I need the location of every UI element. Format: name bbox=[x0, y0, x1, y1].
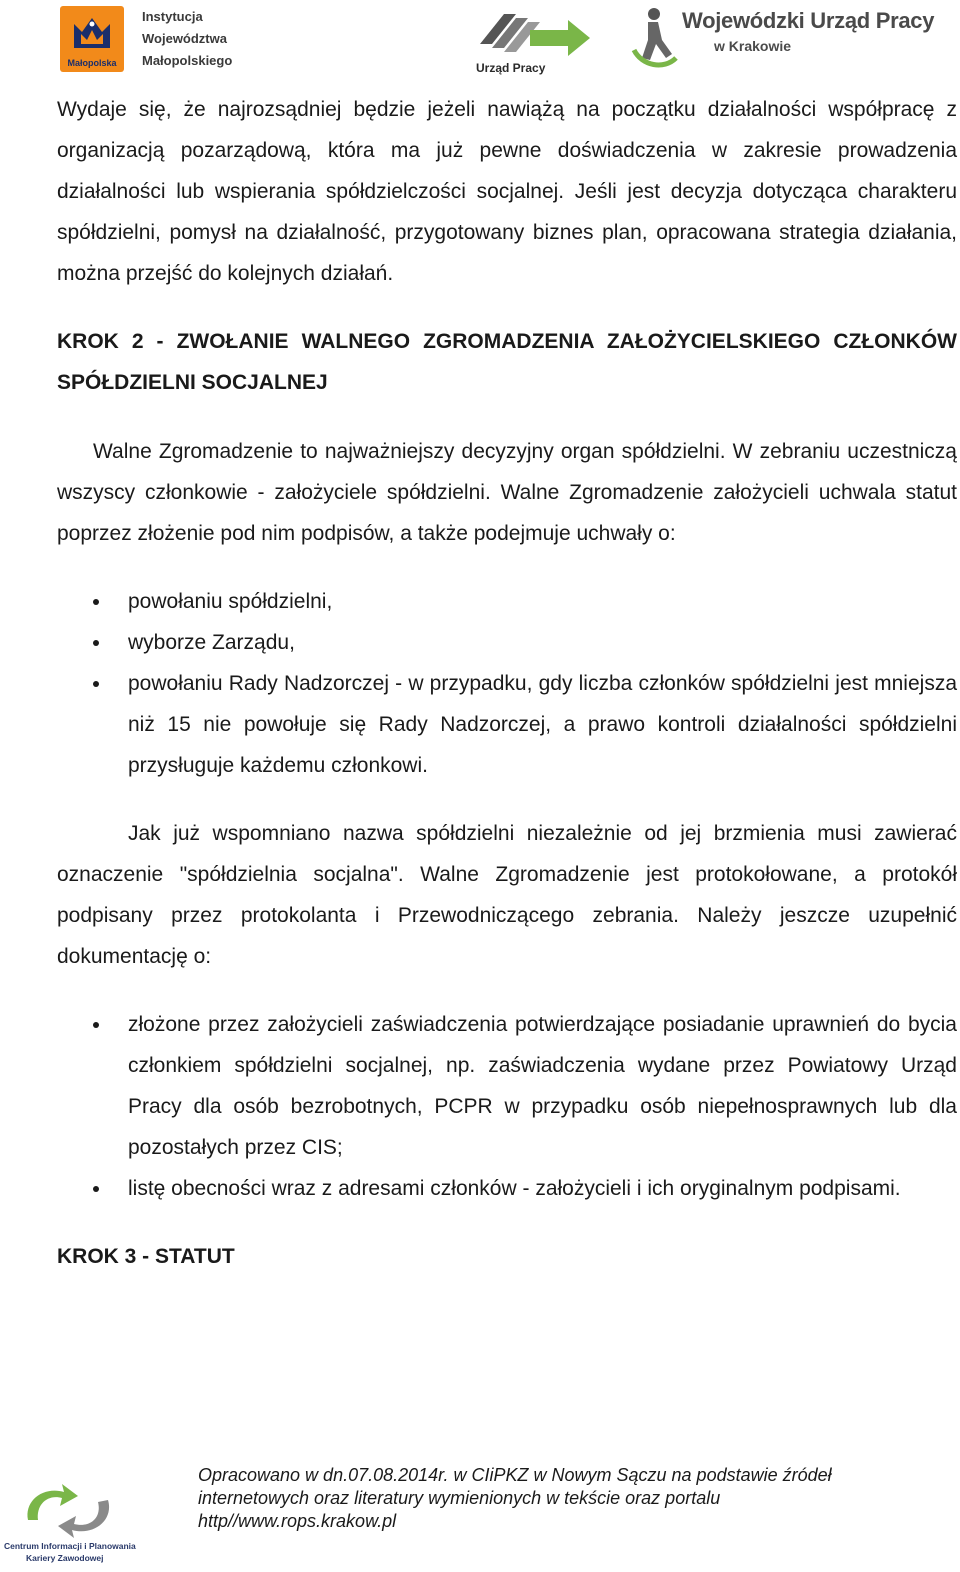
page-header bbox=[0, 0, 960, 80]
footer-note-line: internetowych oraz literatury wymienionych w tekście oraz portalu bbox=[198, 1488, 721, 1508]
wup-subtitle: w Krakowie bbox=[714, 38, 792, 54]
list-item-text: wyborze Zarządu, bbox=[128, 631, 295, 654]
urzad-pracy-caption: Urząd Pracy bbox=[476, 61, 546, 75]
list-item-text: powołaniu Rady Nadzorczej - w przypadku, gdy liczba członków spółdzielni jest mniejsza niż 15 nie powołuje się Rady Nadzorczej, a prawo kontroli działalności spółdzielni przysługuje każdemu członkowi. bbox=[128, 672, 957, 777]
imm-line-3: Małopolskiego bbox=[142, 53, 233, 68]
list-item bbox=[57, 622, 957, 663]
documentation-paragraph: Jak już wspomniano nazwa spółdzielni niezależnie od jej brzmienia musi zawierać oznaczenie "spółdzielnia socjalna". Walne Zgromadzenie jest protokołowane, a protokół podpisany przez protokolanta i Przewodniczącego zebrania. Należy jeszcze uzupełnić dokumentację o: bbox=[57, 822, 957, 968]
ciipkz-caption-2: Kariery Zawodowej bbox=[26, 1553, 104, 1563]
document-body bbox=[57, 89, 957, 1277]
resolutions-list bbox=[57, 581, 957, 786]
imm-line-1: Instytucja bbox=[142, 9, 203, 24]
list-item bbox=[57, 663, 957, 786]
ciipkz-caption-1: Centrum Informacji i Planowania bbox=[4, 1541, 136, 1551]
wup-title: Wojewódzki Urząd Pracy bbox=[682, 8, 935, 33]
imm-line-2: Województwa bbox=[142, 31, 227, 46]
step-3-heading: KROK 3 - STATUT bbox=[57, 1245, 235, 1268]
bullet-icon bbox=[93, 1022, 99, 1028]
list-item-text: powołaniu spółdzielni, bbox=[128, 590, 333, 613]
list-item bbox=[57, 1168, 957, 1209]
runner-figure-icon bbox=[628, 4, 680, 74]
bullet-icon bbox=[93, 599, 99, 605]
general-assembly-paragraph: Walne Zgromadzenie to najważniejszy decyzyjny organ spółdzielni. W zebraniu uczestniczą wszyscy członkowie - założyciele spółdzielni. Walne Zgromadzenie założycieli uchwala statut poprzez złożenie pod nim podpisów, a także podejmuje uchwały o: bbox=[57, 440, 957, 545]
malopolska-caption: Małopolska bbox=[67, 58, 117, 68]
footer-note-line: http//www.rops.krakow.pl bbox=[198, 1511, 397, 1531]
bullet-icon bbox=[93, 1186, 99, 1192]
ciipkz-logo bbox=[4, 1480, 134, 1568]
malopolska-crown-icon bbox=[70, 14, 114, 52]
step-2-heading: KROK 2 - ZWOŁANIE WALNEGO ZGROMADZENIA ZAŁOŻYCIELSKIEGO CZŁONKÓW SPÓŁDZIELNI SOCJALNEJ bbox=[57, 330, 957, 394]
list-item bbox=[57, 1004, 957, 1168]
list-item-text: złożone przez założycieli zaświadczenia potwierdzające posiadanie uprawnień do bycia członkiem spółdzielni socjalnej, np. zaświadczenia wydane przez Powiatowy Urząd Pracy dla osób bezrobotnych, PCPR w przypadku osób niepełnosprawnych lub dla pozostałych przez CIS; bbox=[128, 1013, 957, 1159]
documents-list bbox=[57, 1004, 957, 1209]
imm-name bbox=[142, 6, 252, 72]
wup-logo bbox=[628, 4, 953, 76]
footer-note bbox=[198, 1464, 938, 1533]
imm-logo bbox=[60, 6, 250, 76]
bullet-icon bbox=[93, 681, 99, 687]
urzad-pracy-logo bbox=[470, 4, 600, 78]
list-item bbox=[57, 581, 957, 622]
bullet-icon bbox=[93, 640, 99, 646]
footer-note-line: Opracowano w dn.07.08.2014r. w CIiPKZ w Nowym Sączu na podstawie źródeł bbox=[198, 1465, 832, 1485]
urzad-pracy-arrow-icon bbox=[470, 4, 600, 60]
recycle-arrows-icon bbox=[14, 1480, 124, 1540]
malopolska-logo-icon bbox=[60, 6, 124, 72]
list-item-text: listę obecności wraz z adresami członków - założycieli i ich oryginalnym podpisami. bbox=[128, 1177, 901, 1200]
intro-paragraph: Wydaje się, że najrozsądniej będzie jeżeli nawiążą na początku działalności współpracę z organizacją pozarządową, która ma już pewne doświadczenia w zakresie prowadzenia działalności lub wspierania spółdzielczości socjalnej. Jeśli jest decyzja dotycząca charakteru spółdzielni, pomysł na działalność, przygotowany biznes plan, opracowana strategia działania, można przejść do kolejnych działań. bbox=[57, 98, 957, 285]
